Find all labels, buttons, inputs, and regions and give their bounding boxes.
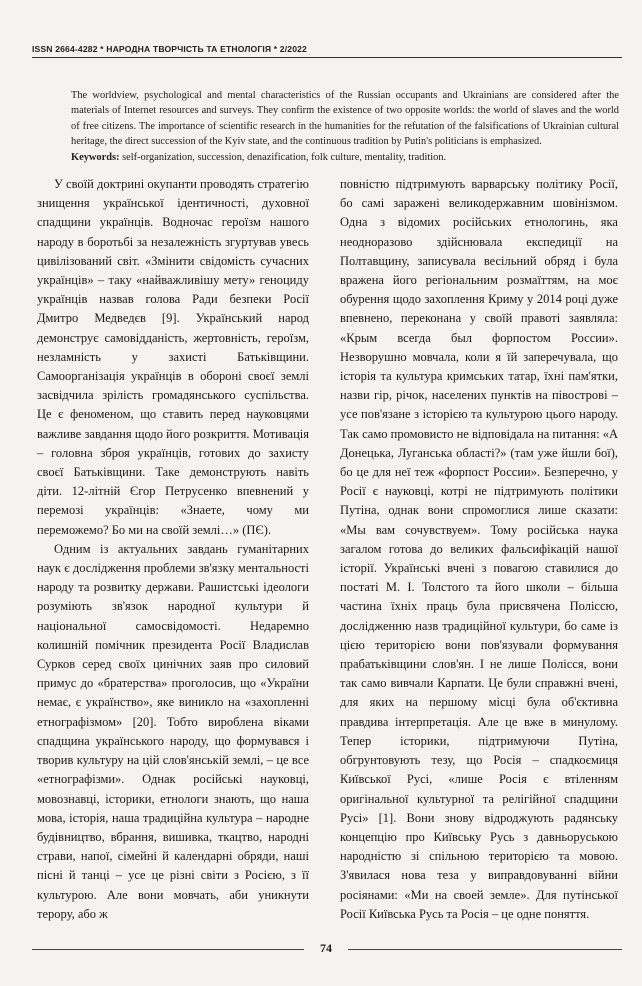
left-column (37, 175, 309, 924)
running-header: ISSN 2664-4282 * НАРОДНА ТВОРЧІСТЬ ТА ЕТНОЛОГІЯ * 2/2022 (32, 44, 307, 54)
keywords-line (71, 150, 619, 165)
left-paragraph-2: Одним із актуальних завдань гуманітарних наук є дослідження проблеми зв'язку ментальності народу та розвитку держави. Рашистські ідеологи розуміють зв'язок народної культури й національної самосвідомості. Недаремно колишній помічник президента Росії Владислав Сурков серед своїх цинічних заяв про силовий примус до «братерства» проголосив, що «України немає, є українство», яке виникло на «захопленні етнографізмом» [20]. Тобто вироблена віками спадщина українського народу, що формувався і творив культуру на цій слов'янській землі, – це все «етнографізми». Однак російські науковці, мовознавці, історики, етнологи знають, що наша мова, історія, наша традиційна культура – народне будівництво, вбрання, вишивка, ткацтво, народні страви, напої, сімейні й календарні обряди, наші пісні й танці – усе це різні світи з Росією, з її культурою. Але вони мовчать, аби уникнути терору, або ж (37, 541, 309, 921)
abstract (71, 88, 619, 165)
keywords-label: Keywords: (71, 151, 120, 163)
footer-rule-left (32, 949, 304, 950)
left-paragraph-1: У своїй доктрині окупанти проводять стратегію знищення української ідентичності, духовної спадщини українців. Водночас героїзм нашого народу в боротьбі за незалежність згуртував увесь цивілізований світ. «Змінити свідомість сучасних українців» – таку «найважливішу мету» геноциду українців назвав голова Ради безпеки Росії Дмитро Медведєв [9]. Український народ демонструє самовідданість, жертовність, героїзм, незламність у захисті Батьківщини. Самоорганізація українців в обороні своєї землі засвідчила зрілість громадянського суспільства. Це є феноменом, що ставить перед науковцями важливе завдання щодо його розкриття. Мотивація – головна зброя українців, готових до захисту своєї Батьківщини. Таке демонструють навіть діти. 12-літній Єгор Петрусенко впевнений у перемозі українців: «Знаете, чому ми переможемо? Бо ми на своїй землі…» (ПЄ). (37, 177, 309, 537)
page-number: 74 (320, 941, 332, 955)
keywords-text: self-organization, succession, denazification, folk culture, mentality, tradition. (119, 151, 447, 163)
footer-rule-right (348, 949, 622, 950)
right-column (340, 175, 618, 924)
header-rule (32, 57, 622, 58)
abstract-text: The worldview, psychological and mental characteristics of the Russian occupants and Ukrainians are considered after the materials of Internet resources and surveys. They confirm the existence of two opposite worlds: the world of slaves and the world of free citizens. The importance of scientific research in the humanities for the refutation of the falsifications of Ukrainian cultural heritage, the direct succession of the Kyiv state, and the continuous tradition by Putin's politicians is emphasized. (71, 90, 619, 148)
right-paragraph-1: повністю підтримують варварську політику Росії, бо самі заражені великодержавним шовінізмом. Одна з відомих російських етнологинь, яка неодноразово здійснювала експедиції на Полтавщину, записувала весільний обряд і була вражена його регіональним розмаїттям, на моє обурення щодо захоплення Криму у 2014 році дуже впевнено, переконана у своїй правоті заявляла: «Крым всегда был форпостом России». Незворушно мовчала, коли я їй заперечувала, що історія та культура кримських татар, їхні пам'ятки, назви гір, річок, населених пунктів на півострові – усе пов'язане з історією та культурою цього народу. Так само промовисто не відповідала на питання: «А Донецька, Луганська області?» (там уже йшли бої), бо це для неї теж «форпост России». Безперечно, у Росії є науковці, котрі не підтримують політики Путіна, однак вони спромоглися лише сказати: «Мы вам сочувствуем». Тому російська наука загалом готова до великих фальсифікацій нашої історії. Українські вчені з повагою ставилися до постаті М. І. Толстого та його школи – більша частина їхніх праць була присвячена Поліссю, дослідженню назв традиційної культури, бо саме із цією територією вони пов'язували формування прабатьківщини слов'ян. І не лише Полісся, вони так само вивчали Карпати. Це були справжні вчені, для яких на першому місці була об'єктивна правдива інтерпретація. Але це вже в минулому. Тепер історики, підтримуючи Путіна, обгрунтовують тезу, що Росія – спадкоємиця Київської Русі, «лише Росія є втіленням оригінальної культурної та релігійної спадщини Русі» [1]. Вони знову відроджують радянську концепцію про Київську Русь з давньоруською народністю зі спільною територією та мовою. З'явилася нова теза у виправдовуванні війни росіянами: «Ми на своей земле». Для путінської Росії Київська Русь та Росія – це одне поняття. (340, 177, 618, 921)
